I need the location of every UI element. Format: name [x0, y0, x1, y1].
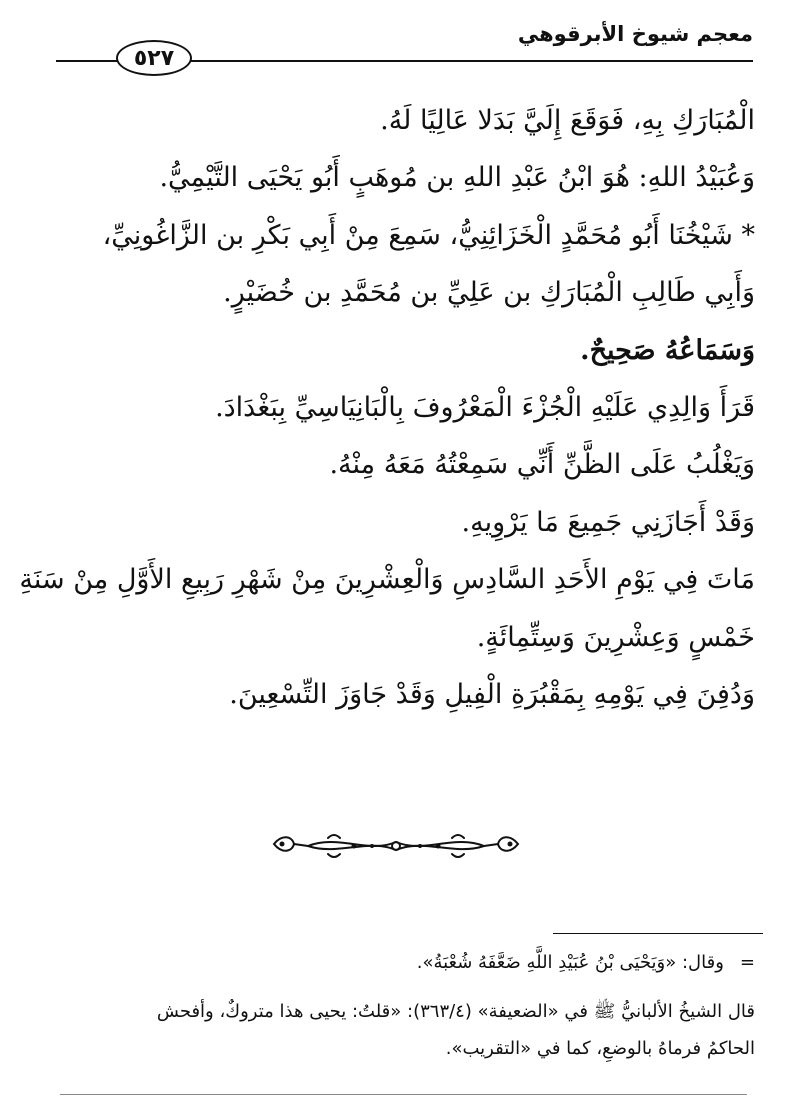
body-line-2: وَعُبَيْدُ اللهِ: هُوَ ابْنُ عَبْدِ اللهِ بن مُوهَبٍ أَبُو يَحْيَى التَّيْمِيُّ.: [159, 162, 755, 194]
body-line-6: قَرَأَ وَالِدِي عَلَيْهِ الْجُزْءَ الْمَعْرُوفَ بِالْبَانِيَاسِيِّ بِبَغْدَادَ.: [215, 392, 755, 424]
running-header-title: معجم شيوخ الأبرقوهي: [517, 22, 753, 46]
footnote-rule: [553, 933, 763, 934]
footnote-line-3: الحاكمُ فرماهُ بالوضعِ، كما في «التقريب».: [445, 1038, 755, 1059]
section-divider-ornament: [268, 824, 524, 864]
body-line-1: الْمُبَارَكِ بِهِ، فَوَقَعَ إِلَيَّ بَدَلا عَالِيًا لَهُ.: [380, 105, 755, 136]
body-line-8: وَقَدْ أَجَازَنِي جَمِيعَ مَا يَرْوِيهِ.: [461, 506, 755, 538]
footnote-continuation-mark: =: [739, 952, 755, 973]
page-number: ٥٢٧: [133, 45, 175, 71]
body-text: [19, 92, 755, 723]
body-line-10: خَمْسٍ وَعِشْرِينَ وَسِتِّمِائَةٍ.: [476, 621, 755, 653]
body-line-11: وَدُفِنَ فِي يَوْمِهِ بِمَقْبُرَةِ الْفِيلِ وَقَدْ جَاوَزَ التِّسْعِينَ.: [229, 679, 755, 711]
footnote-line-2: قال الشيخُ الألبانيُّ ﷺ في «الضعيفة» (٣٦٣/٤): «قلتُ: يحيى هذا متروكٌ، وأفحش: [156, 1001, 755, 1022]
footnote-line-1-text: وقال: «وَيَحْيَى بْنُ عُبَيْدِ اللَّهِ ضَعَّفَهُ شُعْبَةُ».: [416, 952, 724, 973]
footnote: [40, 944, 755, 1067]
body-line-5: وَسَمَاعُهُ صَحِيحٌ.: [580, 334, 755, 366]
body-line-4: وَأَبِي طَالِبِ الْمُبَارَكِ بن عَلِيِّ بن مُحَمَّدِ بن خُضَيْرٍ.: [223, 277, 755, 309]
bottom-page-edge: [60, 1094, 747, 1095]
body-line-7: وَيَغْلُبُ عَلَى الظَّنِّ أَنِّي سَمِعْتُهُ مَعَهُ مِنْهُ.: [329, 449, 755, 481]
page-number-badge: [116, 40, 192, 76]
footnote-line-1: [40, 944, 755, 981]
body-line-9: مَاتَ فِي يَوْمِ الأَحَدِ السَّادِسِ وَالْعِشْرِينَ مِنْ شَهْرِ رَبِيعِ الأَوَّلِ مِنْ سَنَةِ: [19, 564, 755, 596]
body-line-3: * شَيْخُنَا أَبُو مُحَمَّدٍ الْخَزَائِنِيُّ، سَمِعَ مِنْ أَبِي بَكْرِ بن الزَّاغُونِيِّ،: [102, 219, 755, 251]
